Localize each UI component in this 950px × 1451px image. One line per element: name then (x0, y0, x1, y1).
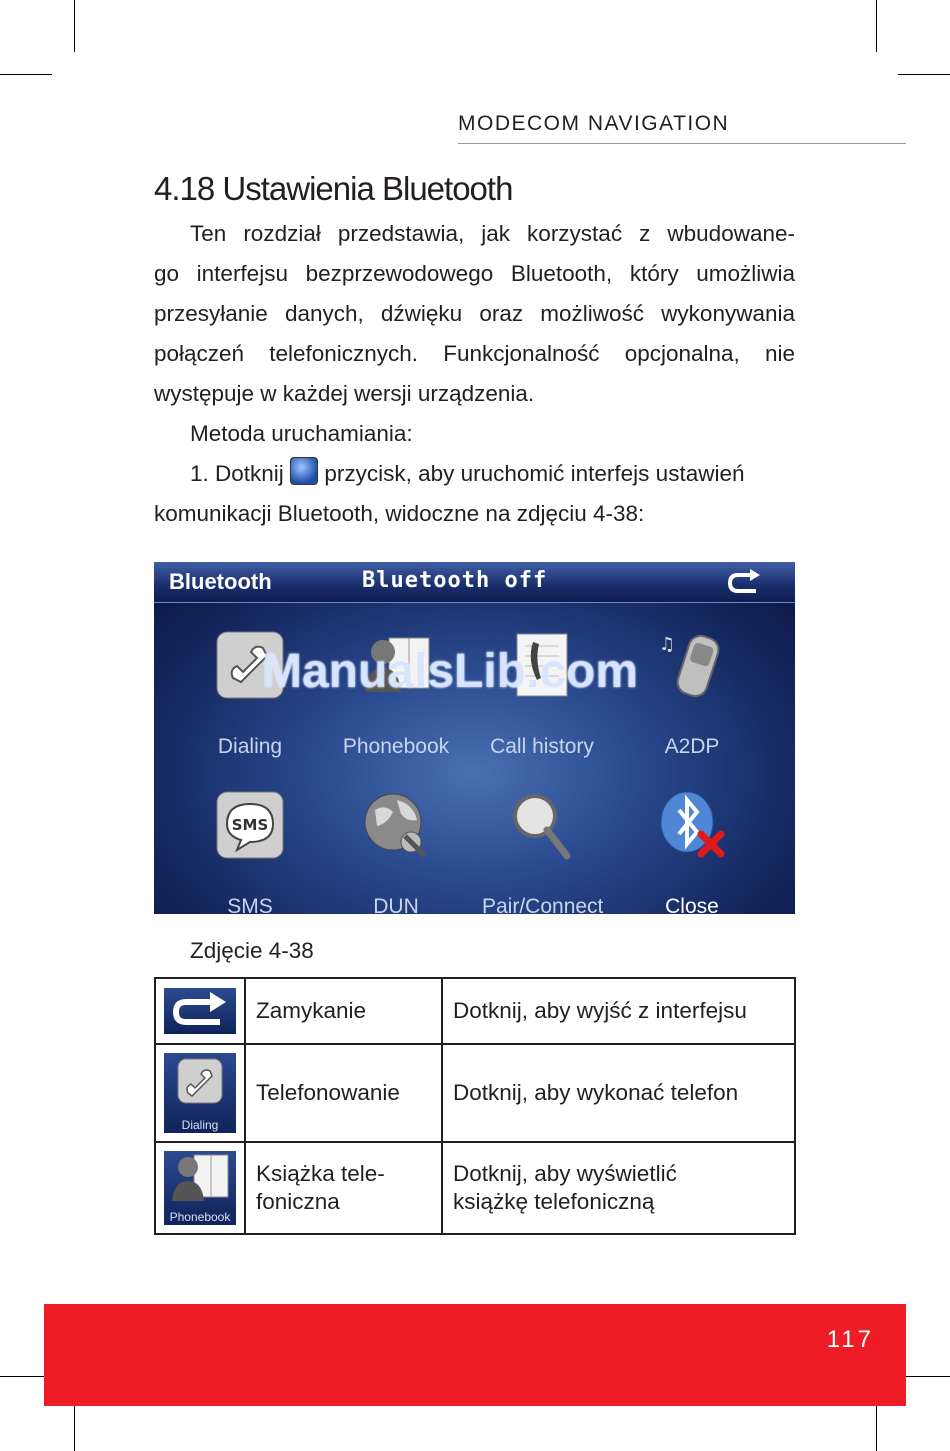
tile-label: DUN (373, 895, 419, 914)
paragraph-line: połączeń telefonicznych. Funkcjonalność opcjonalna, nie (154, 341, 795, 366)
table-row (155, 1142, 795, 1234)
crop-mark (876, 0, 877, 52)
tile-sms[interactable] (190, 790, 310, 914)
tile-dun[interactable] (336, 790, 456, 914)
search-icon (507, 790, 577, 860)
phonebook-icon (164, 1151, 236, 1225)
mini-caption: Dialing (181, 1118, 219, 1132)
desc-line: książkę telefoniczną (453, 1189, 655, 1214)
page-number: 117 (826, 1326, 874, 1353)
tile-label: SMS (227, 895, 273, 914)
step-1-suffix: przycisk, aby uruchomić interfejs ustawień (324, 461, 745, 486)
tile-close[interactable] (632, 790, 752, 914)
crop-mark (74, 0, 75, 52)
tile-label: Dialing (217, 735, 283, 758)
table-name-cell: Zamykanie (245, 978, 442, 1044)
back-arrow-icon[interactable] (724, 567, 764, 597)
table-name-cell: Telefonowanie (245, 1044, 442, 1142)
bluetooth-status: Bluetooth off (362, 568, 548, 593)
tile-label: Call history (490, 735, 594, 758)
name-line: Książka tele- (256, 1161, 385, 1186)
table-desc-cell (442, 1142, 795, 1234)
dun-icon (361, 790, 431, 860)
svg-text:♫: ♫ (659, 634, 676, 655)
desc-line: Dotknij, aby wyświetlić (453, 1161, 677, 1186)
method-label: Metoda uruchamiania: (190, 421, 413, 446)
screenshot-title: Bluetooth (169, 569, 272, 594)
table-icon-cell (155, 978, 245, 1044)
running-header: MODECOM NAVIGATION (458, 112, 730, 135)
table-row (155, 1044, 795, 1142)
tile-a2dp[interactable] (632, 630, 752, 759)
icon-table (154, 977, 796, 1235)
section-title: 4.18 Ustawienia Bluetooth (154, 170, 513, 207)
table-icon-cell (155, 1044, 245, 1142)
a2dp-icon (657, 630, 727, 700)
footer-band (44, 1304, 906, 1406)
paragraph-line: występuje w każdej wersji urządzenia. (154, 381, 535, 406)
watermark: ManualsLib.com (262, 645, 639, 698)
tile-label: Close (665, 895, 719, 914)
header-divider (458, 143, 906, 144)
table-row (155, 978, 795, 1044)
figure-caption: Zdjęcie 4-38 (190, 938, 314, 963)
phone-icon (164, 1053, 236, 1133)
tile-label: Phonebook (342, 735, 450, 758)
name-line: foniczna (256, 1189, 340, 1214)
crop-mark (0, 74, 52, 75)
back-arrow-icon (164, 988, 236, 1034)
mini-caption: Phonebook (169, 1210, 231, 1224)
table-desc-cell: Dotknij, aby wykonać telefon (442, 1044, 795, 1142)
table-desc-cell: Dotknij, aby wyjść z interfejsu (442, 978, 795, 1044)
crop-mark (876, 1399, 877, 1451)
bluetooth-icon (290, 457, 318, 485)
crop-mark (898, 74, 950, 75)
bluetooth-screenshot (154, 562, 795, 914)
crop-mark (74, 1399, 75, 1451)
tile-label: A2DP (664, 735, 720, 758)
step-1 (154, 454, 795, 494)
step-1-continued: komunikacji Bluetooth, widoczne na zdjęciu 4-38: (154, 501, 645, 526)
paragraph-line: Ten rozdział przedstawia, jak korzystać z wbudowane- (190, 221, 795, 246)
tile-label: Pair/Connect (482, 895, 604, 914)
svg-text:SMS: SMS (231, 816, 269, 834)
sms-icon (215, 790, 285, 860)
paragraph-line: przesyłanie danych, dźwięku oraz możliwość wykonywania (154, 301, 795, 326)
tile-pair-connect[interactable] (482, 790, 602, 914)
table-name-cell (245, 1142, 442, 1234)
step-1-prefix: 1. Dotknij (190, 461, 284, 486)
bluetooth-close-icon (657, 790, 727, 860)
paragraph-line: go interfejsu bezprzewodowego Bluetooth, który umożliwia (154, 261, 795, 286)
table-icon-cell (155, 1142, 245, 1234)
screenshot-title-bar (154, 562, 795, 603)
